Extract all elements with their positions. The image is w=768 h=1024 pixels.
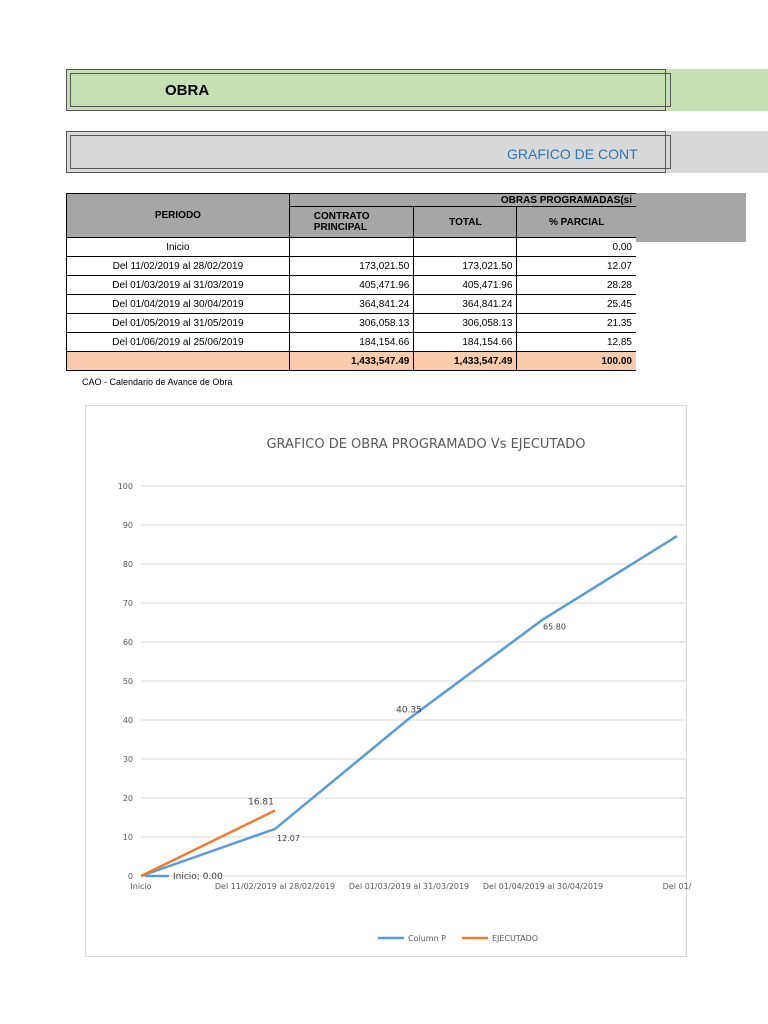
y-tick-label: 90: [122, 521, 133, 530]
col-total: TOTAL: [414, 207, 517, 238]
x-tick-label: Del 01/03/2019 al 31/03/2019: [348, 882, 470, 891]
table-header-ext: [636, 193, 746, 242]
obras-table: [66, 193, 636, 371]
cell-periodo: Del 01/06/2019 al 25/06/2019: [67, 333, 290, 352]
grafico-banner: [66, 131, 666, 173]
cell-contrato: 184,154.66: [289, 333, 414, 352]
y-tick-label: 60: [122, 638, 133, 647]
y-tick-label: 20: [122, 794, 133, 803]
table-row: [67, 314, 637, 333]
cell-total: 405,471.96: [414, 276, 517, 295]
cell-contrato: [289, 238, 414, 257]
cell-contrato: 405,471.96: [289, 276, 414, 295]
cell-parcial: 12.85: [517, 333, 636, 352]
data-label: 16.81: [248, 797, 274, 808]
x-tick-label: Del 11/02/2019 al 28/02/2019: [214, 882, 336, 891]
cell-periodo: Del 01/05/2019 al 31/05/2019: [67, 314, 290, 333]
cell-parcial: 28.28: [517, 276, 636, 295]
x-tick-label: Del 01/: [662, 882, 692, 891]
chart-title: GRAFICO DE OBRA PROGRAMADO Vs EJECUTADO: [266, 437, 586, 452]
y-tick-label: 100: [117, 482, 133, 491]
table-row: [67, 257, 637, 276]
cell-contrato: 173,021.50: [289, 257, 414, 276]
x-tick-label: Del 01/04/2019 al 30/04/2019: [482, 882, 604, 891]
table-total-row: [67, 352, 637, 371]
cell-total: 173,021.50: [414, 257, 517, 276]
cell-parcial: 25.45: [517, 295, 636, 314]
cell-contrato: 364,841.24: [289, 295, 414, 314]
data-label: Inicio; 0.00: [173, 872, 223, 882]
cell-total: 306,058.13: [414, 314, 517, 333]
cell-total: [414, 238, 517, 257]
obra-banner: [66, 69, 666, 111]
data-label: 65.80: [543, 622, 566, 632]
col-group: OBRAS PROGRAMADAS(si: [289, 194, 636, 207]
legend-label: EJECUTADO: [492, 934, 539, 943]
cell-parcial: 0.00: [517, 238, 636, 257]
footnote: CAO - Calendario de Avance de Obra: [82, 377, 233, 387]
obra-label: OBRA: [165, 82, 210, 99]
data-label: 40.35: [396, 705, 422, 716]
total-contrato: 1,433,547.49: [289, 352, 414, 371]
line-chart: [86, 406, 692, 956]
y-tick-label: 10: [122, 833, 133, 842]
y-tick-label: 70: [122, 599, 133, 608]
y-tick-label: 80: [122, 560, 133, 569]
y-tick-label: 30: [122, 755, 133, 764]
y-tick-label: 0: [127, 872, 133, 881]
cell-total: 364,841.24: [414, 295, 517, 314]
series-line: [141, 810, 275, 876]
cell-contrato: 306,058.13: [289, 314, 414, 333]
cell-periodo: Inicio: [67, 238, 290, 257]
table-row: [67, 295, 637, 314]
grafico-label: GRAFICO DE CONT: [507, 146, 638, 162]
cell-parcial: 21.35: [517, 314, 636, 333]
cell-periodo: Del 01/04/2019 al 30/04/2019: [67, 295, 290, 314]
col-parcial: % PARCIAL: [517, 207, 636, 238]
total-parcial: 100.00: [517, 352, 636, 371]
cell-periodo: Del 01/03/2019 al 31/03/2019: [67, 276, 290, 295]
data-label: 12.07: [277, 833, 300, 843]
col-contrato: CONTRATO PRINCIPAL: [289, 207, 414, 238]
cell-periodo: Del 11/02/2019 al 28/02/2019: [67, 257, 290, 276]
x-tick-label: Inicio: [130, 882, 152, 891]
y-tick-label: 50: [122, 677, 133, 686]
chart-area[interactable]: [85, 405, 692, 957]
col-periodo: PERIODO: [67, 194, 290, 238]
total-total: 1,433,547.49: [414, 352, 517, 371]
table-row: [67, 333, 637, 352]
table-row: [67, 238, 637, 257]
y-tick-label: 40: [122, 716, 133, 725]
cell-parcial: 12.07: [517, 257, 636, 276]
cell-total: 184,154.66: [414, 333, 517, 352]
legend-label: Column P: [408, 934, 447, 943]
table-row: [67, 276, 637, 295]
